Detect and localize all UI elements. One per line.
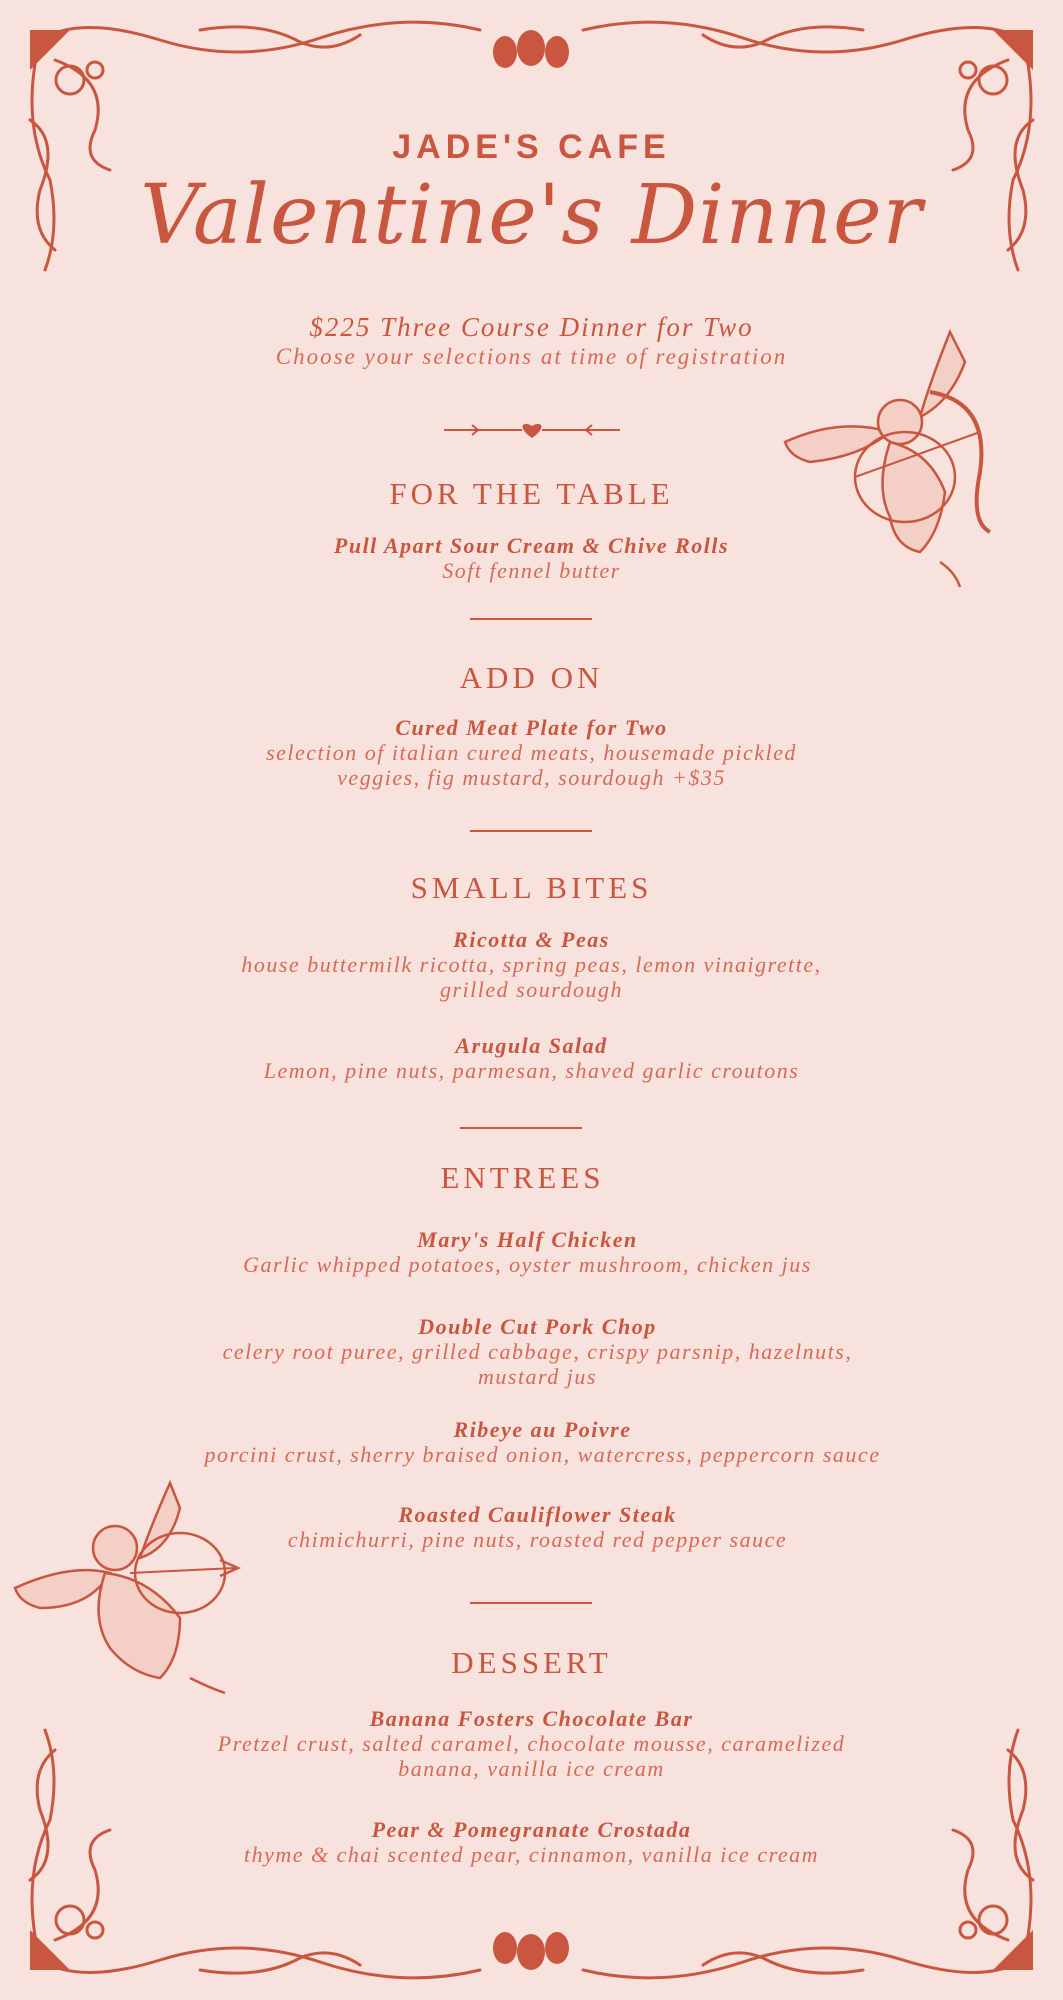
menu-item-desc: grilled sourdough — [440, 977, 623, 1002]
section-divider — [470, 1602, 592, 1604]
section-divider — [470, 618, 592, 620]
section-divider — [460, 1127, 582, 1129]
menu-item-name: Double Cut Pork Chop — [418, 1314, 657, 1339]
menu-item-name: Roasted Cauliflower Steak — [398, 1502, 677, 1527]
heart-arrow-divider-icon — [442, 418, 622, 442]
menu-item-name: Ricotta & Peas — [453, 927, 610, 952]
section-heading-small-bites: SMALL BITES — [410, 870, 653, 905]
page-title: Valentine's Dinner — [140, 168, 923, 263]
menu-item-desc: Lemon, pine nuts, parmesan, shaved garlic croutons — [263, 1058, 800, 1083]
menu-item-name: Pull Apart Sour Cream & Chive Rolls — [333, 533, 730, 558]
menu-item-name: Arugula Salad — [455, 1033, 608, 1058]
menu-item-name: Cured Meat Plate for Two — [395, 715, 668, 740]
menu-item-desc: celery root puree, grilled cabbage, crispy parsnip, hazelnuts, — [222, 1339, 853, 1364]
menu-item-desc: chimichurri, pine nuts, roasted red pepper sauce — [287, 1527, 788, 1552]
cafe-name: JADE'S CAFE — [392, 128, 671, 166]
menu-item-desc: Soft fennel butter — [442, 558, 621, 583]
menu-item-desc: house buttermilk ricotta, spring peas, lemon vinaigrette, — [241, 952, 822, 977]
menu-item-name: Pear & Pomegranate Crostada — [371, 1817, 692, 1842]
price-line: $225 Three Course Dinner for Two — [309, 312, 754, 342]
menu-item-desc: banana, vanilla ice cream — [398, 1756, 665, 1781]
section-divider — [470, 830, 592, 832]
section-heading-add-on: ADD ON — [459, 660, 604, 695]
section-heading-dessert: DESSERT — [451, 1645, 612, 1680]
section-heading-for-the-table: FOR THE TABLE — [389, 476, 674, 511]
menu-item-name: Banana Fosters Chocolate Bar — [369, 1706, 694, 1731]
menu-item-desc: veggies, fig mustard, sourdough +$35 — [337, 765, 726, 790]
menu-item-desc: selection of italian cured meats, housemade pickled — [266, 740, 797, 765]
menu-item-desc: mustard jus — [478, 1364, 597, 1389]
menu-item-desc: porcini crust, sherry braised onion, watercress, peppercorn sauce — [204, 1442, 881, 1467]
section-heading-entrees: ENTREES — [440, 1160, 605, 1195]
menu-item-desc: Garlic whipped potatoes, oyster mushroom, chicken jus — [243, 1252, 812, 1277]
menu-item-desc: thyme & chai scented pear, cinnamon, vanilla ice cream — [243, 1842, 820, 1867]
menu-item-name: Mary's Half Chicken — [417, 1227, 638, 1252]
menu-item-desc: Pretzel crust, salted caramel, chocolate mousse, caramelized — [217, 1731, 846, 1756]
menu-item-name: Ribeye au Poivre — [453, 1417, 632, 1442]
registration-note: Choose your selections at time of registration — [275, 344, 788, 369]
